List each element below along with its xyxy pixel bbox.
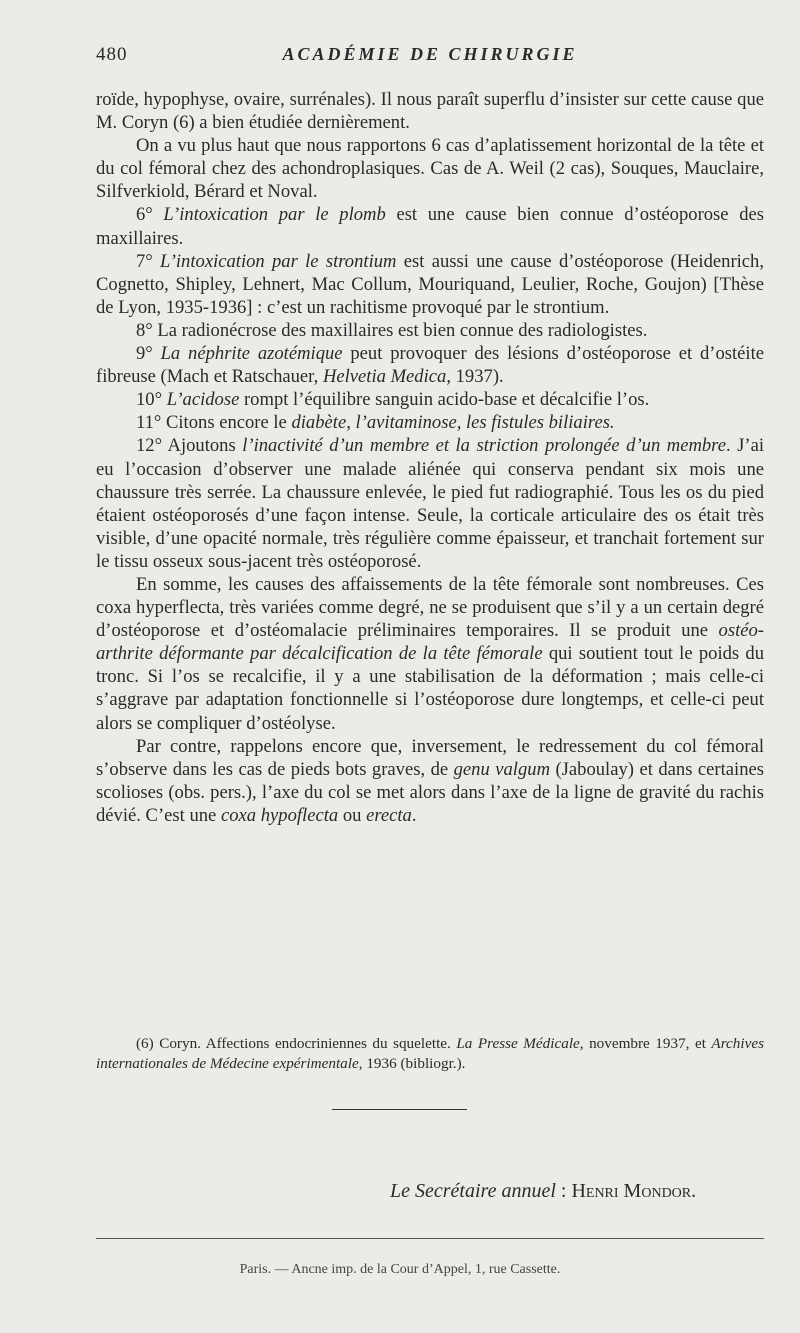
paragraph: 12° Ajoutons l’inactivité d’un membre et la striction prolongée d’un membre. J’ai eu l’occasion d’observer une malade aliénée qui conserva pendant six mois une chaussure très serrée. La chaussure enlevée, le pied fut radiographié. Tous les os du pied étaient ostéoporosés d’une façon intense. Seule, la corticale articulaire des os était très visible, d’une opacité normale, très régulière comme épaisseur, et tranchait fortement sur le tissu osseux sous-jacent très ostéoporosé. bbox=[96, 435, 764, 572]
page-header bbox=[96, 44, 764, 78]
footnotes bbox=[96, 1034, 764, 1073]
signature-name: Henri Mondor. bbox=[571, 1180, 697, 1202]
paragraph: roïde, hypophyse, ovaire, surrénales). Il nous paraît superflu d’insister sur cette cause que M. Coryn (6) a bien étudiée dernièrement. bbox=[96, 89, 764, 134]
running-title: ACADÉMIE DE CHIRURGIE bbox=[282, 44, 578, 64]
paragraph: En somme, les causes des affaissements de la tête fémorale sont nombreuses. Ces coxa hyperflecta, très variées comme degré, ne se produisent que s’il y a un certain degré d’ostéoporose et d’ostéomalacie préliminaires temporaires. Il se produit une ostéo-arthrite déformante par décalcification de la tête fémorale qui soutient tout le poids du tronc. Si l’os se recalcifie, il y a une stabilisation de la déformation ; mais celle-ci s’aggrave par adaptation fonctionnelle si l’ostéoporose dure longtemps, et celle-ci peut alors se compliquer d’ostéolyse. bbox=[96, 573, 764, 734]
paragraph: 10° L’acidose rompt l’équilibre sanguin acido-base et décalcifie l’os. bbox=[136, 389, 650, 411]
body-text bbox=[96, 88, 764, 827]
paragraph: 6° L’intoxication par le plomb est une cause bien connue d’ostéoporose des maxillaires. bbox=[96, 204, 764, 249]
imprint-rule bbox=[96, 1238, 764, 1239]
paragraph: 11° Citons encore le diabète, l’avitaminose, les fistules biliaires. bbox=[136, 412, 615, 434]
paragraph: 8° La radionécrose des maxillaires est bien connue des radiologistes. bbox=[136, 319, 648, 341]
paragraph: 7° L’intoxication par le strontium est aussi une cause d’ostéoporose (Heidenrich, Cognetto, Shipley, Lehnert, Mac Collum, Mouriquand, Leulier, Roche, Goujon) [Thèse de Lyon, 1935-1936] : c’est un rachitisme provoqué par le strontium. bbox=[96, 250, 764, 318]
paragraph: On a vu plus haut que nous rapportons 6 cas d’aplatissement horizontal de la tête et du col fémoral chez des achondroplasiques. Cas de A. Weil (2 cas), Souques, Mauclaire, Silfverkiold, Bérard et Noval. bbox=[96, 135, 764, 203]
signature-role: Le Secrétaire annuel bbox=[390, 1180, 556, 1202]
footnote: (6) Coryn. Affections endocriniennes du squelette. La Presse Médicale, novembre 1937, et Archives internationales de Médecine expérimentale, 1936 (bibliogr.). bbox=[96, 1035, 764, 1072]
section-rule bbox=[332, 1109, 467, 1110]
paragraph: Par contre, rappelons encore que, inversement, le redressement du col fémoral s’observe dans les cas de pieds bots graves, de genu valgum (Jaboulay) et dans certaines scolioses (obs. pers.), l’axe du col se met alors dans l’axe de la ligne de gravité du rachis dévié. C’est une coxa hypoflecta ou erecta. bbox=[96, 735, 764, 826]
signature: Le Secrétaire annuel : Henri Mondor. bbox=[390, 1180, 697, 1202]
printer-imprint: Paris. — Ancne imp. de la Cour d’Appel, 1, rue Cassette. bbox=[239, 1262, 561, 1277]
paragraph: 9° La néphrite azotémique peut provoquer des lésions d’ostéoporose et d’ostéite fibreuse (Mach et Ratschauer, Helvetia Medica, 1937). bbox=[96, 343, 764, 388]
page-number: 480 bbox=[96, 44, 128, 65]
